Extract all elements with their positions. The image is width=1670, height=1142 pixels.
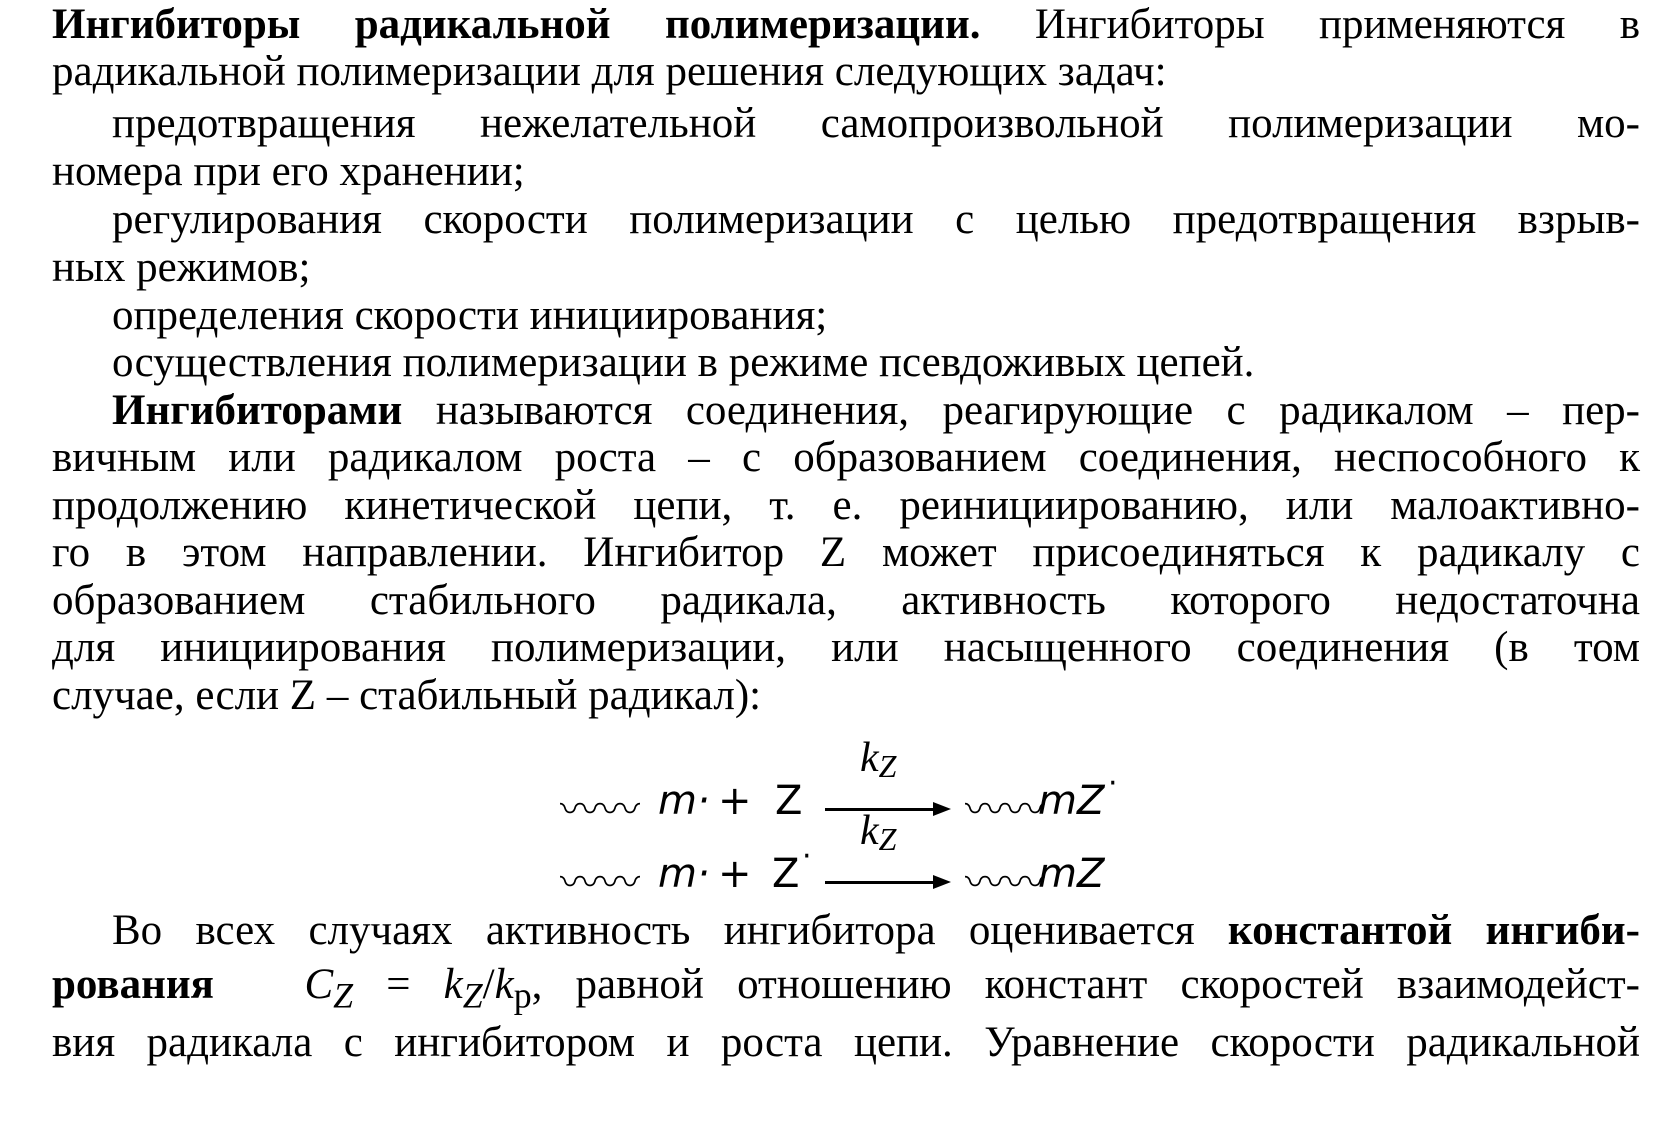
chain-wave: 〰〰 [965, 787, 1045, 833]
plus-sign: + [718, 778, 752, 824]
radical-m: m· [658, 851, 710, 897]
rate-constant: $k_Z$ [860, 808, 897, 857]
text-line: вия радикала с ингибитором и роста цепи. Уравнение скорости радикальной [52, 1019, 1640, 1066]
text-line: номера при его хранении; [52, 148, 525, 195]
plus-sign: + [718, 851, 752, 897]
inhibitor-z: Z [775, 778, 803, 824]
term-bold: Ингибиторами [112, 387, 403, 434]
product-mz: mZ [1038, 851, 1105, 897]
text-line: для инициирования полимеризации, или насыщенного соединения (в том [52, 624, 1640, 671]
list-item: определения скорости инициирования; [112, 292, 828, 339]
product-mz-radical: mZ [1038, 778, 1105, 824]
list-item: предотвращения нежелательной самопроизвольной полимеризации мо- [112, 100, 1640, 147]
reaction-arrow [825, 881, 937, 884]
radical-dot: · [802, 839, 812, 874]
list-item: осуществления полимеризации в режиме псевдоживых цепей. [112, 339, 1255, 386]
rate-constant: $k_Z$ [860, 735, 897, 784]
term-bold: рования [52, 961, 214, 1008]
section-heading: Ингибиторы радикальной полимеризации. [52, 1, 981, 48]
text-line: Ингибиторы радикальной полимеризации. Ингибиторы применяются в [52, 1, 1641, 48]
inhibitor-z-radical: Z [772, 851, 800, 897]
text-line: Ингибиторами называются соединения, реагирующие с радикалом – пер- [112, 387, 1640, 434]
text-line: продолжению кинетической цепи, т. е. реинициированию, или малоактивно- [52, 482, 1640, 529]
radical-m: m· [658, 778, 710, 824]
term-bold: константой ингиби- [1227, 907, 1640, 954]
chain-wave: 〰〰 [965, 860, 1045, 906]
text-line: образованием стабильного радикала, активность которого недостаточна [52, 577, 1640, 624]
text-line: ных режимов; [52, 244, 311, 291]
list-item: регулирования скорости полимеризации с целью предотвращения взрыв- [112, 196, 1640, 243]
text-line: Во всех случаях активность ингибитора оценивается константой ингиби- [112, 907, 1640, 954]
text-line: радикальной полимеризации для решения следующих задач: [52, 48, 1167, 95]
chain-wave: 〰〰 [560, 860, 640, 906]
inhibition-constant-formula: $C_Z = k_Z/k_p$ [304, 961, 532, 1016]
reaction-equation-1 [560, 735, 1260, 833]
text-line: вичным или радикалом роста – с образованием соединения, неспособного к [52, 434, 1640, 481]
text-line: рования $C_Z = k_Z/k_p$, равной отношению констант скоростей взаимодейст- [52, 961, 1640, 1016]
radical-dot: · [1108, 766, 1118, 801]
reaction-equation-2 [560, 808, 1260, 906]
chain-wave: 〰〰 [560, 787, 640, 833]
text-line: случае, если Z – стабильный радикал): [52, 672, 762, 719]
text-line: го в этом направлении. Ингибитор Z может присоединяться к радикалу с [52, 529, 1640, 576]
